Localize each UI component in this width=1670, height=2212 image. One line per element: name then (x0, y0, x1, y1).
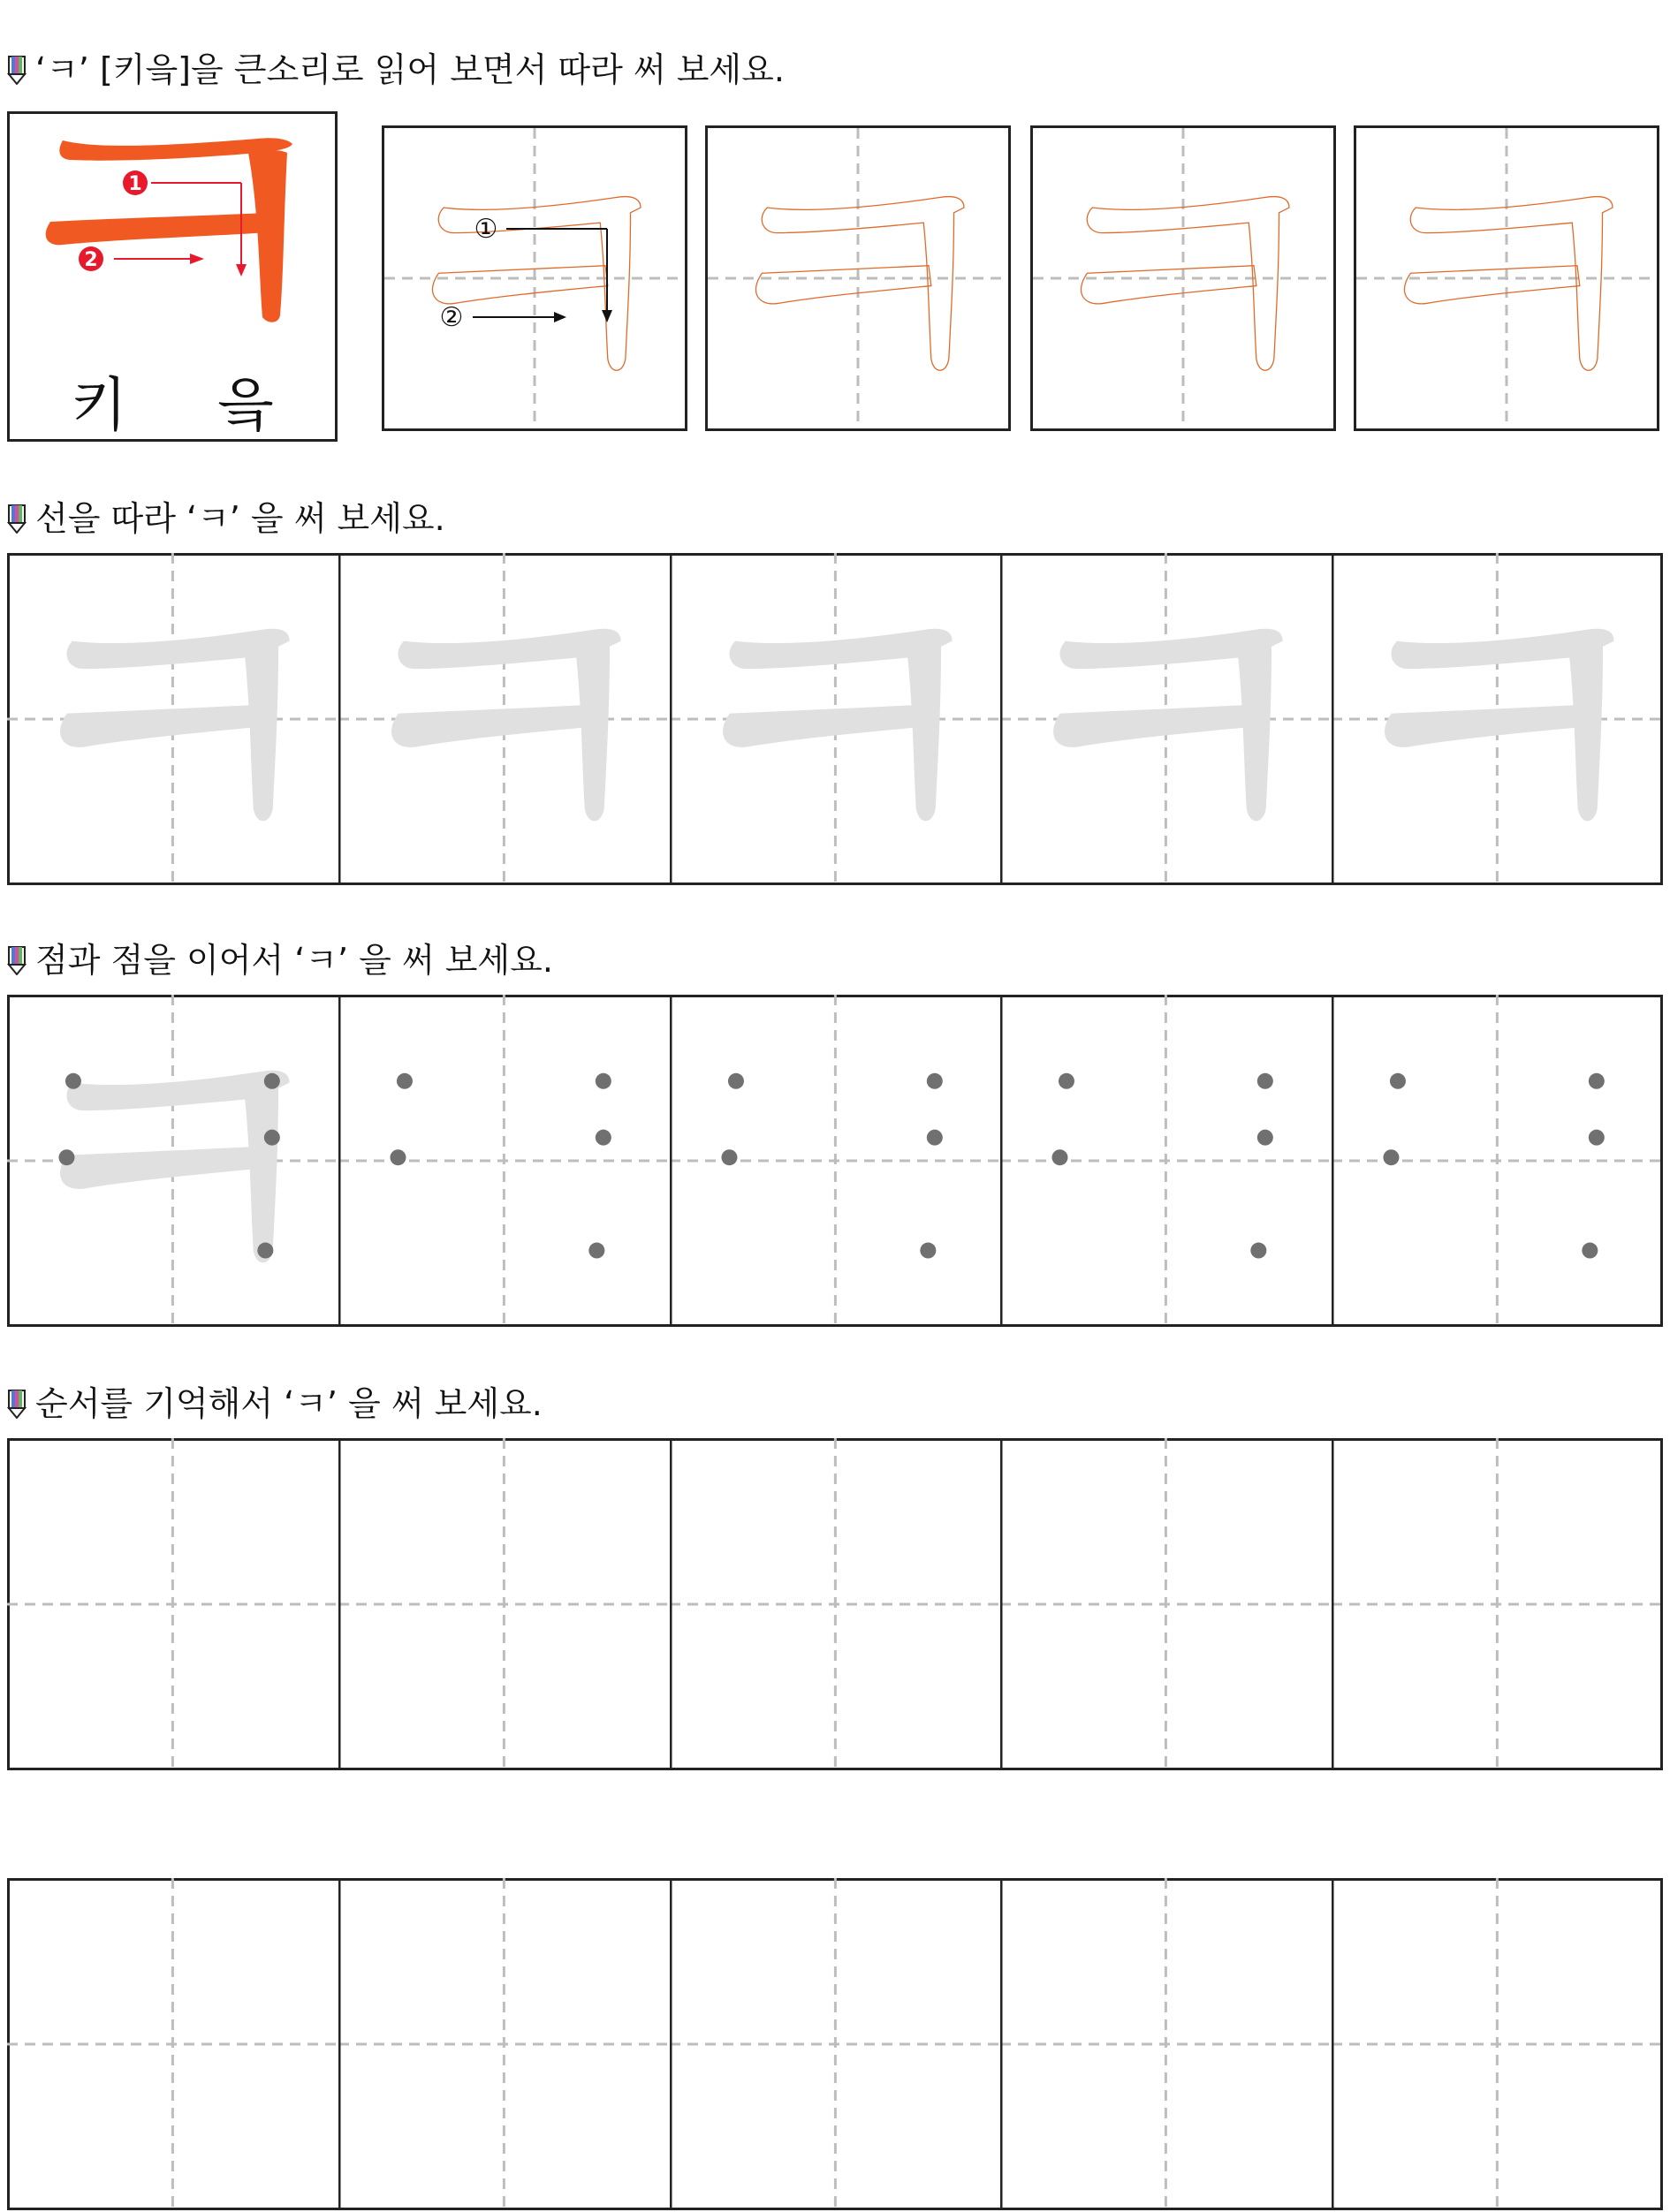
dots-cell-2[interactable] (338, 995, 670, 1327)
pencil-icon (7, 504, 27, 534)
trace-cell-5-grid (1332, 553, 1663, 885)
letter-kieuk-shape (60, 1071, 290, 1262)
connect-dot-5 (1583, 1243, 1598, 1259)
model-stroke-3 (46, 213, 269, 245)
model-card (7, 111, 338, 442)
dots-cell-1[interactable] (7, 995, 338, 1327)
memory-a-cell-2[interactable] (338, 1438, 670, 1770)
section-dots-instruction: 점과 점을 이어서 ‘ㅋ’ 을 써 보세요. (35, 941, 553, 980)
pencil-icon (7, 945, 27, 975)
trace-cell-1-grid (7, 553, 338, 885)
dots-cell-4-grid (1000, 995, 1332, 1327)
section-dots-heading (7, 941, 553, 980)
letter-kieuk-shape (432, 197, 640, 371)
connect-dot-5 (1251, 1243, 1267, 1259)
memory-a-cell-4[interactable] (1000, 1438, 1332, 1770)
memory-b-cell-5[interactable] (1332, 1878, 1663, 2210)
trace-cell-1[interactable] (7, 553, 338, 885)
memory-a-cell-4-grid (1000, 1438, 1332, 1770)
trace-cell-3[interactable] (670, 553, 1001, 885)
trace-cell-3-grid (670, 553, 1001, 885)
trace-cell-4-grid (1000, 553, 1332, 885)
section-trace-heading (7, 499, 445, 538)
memory-b-cell-1[interactable] (7, 1878, 338, 2210)
memory-a-cell-1[interactable] (7, 1438, 338, 1770)
outline-box-2[interactable] (705, 125, 1011, 431)
connect-dot-3 (1384, 1149, 1400, 1165)
memory-a-cell-3-grid (670, 1438, 1001, 1770)
letter-name (10, 358, 335, 442)
memory-b-cell-4[interactable] (1000, 1878, 1332, 2210)
section-memory-heading (7, 1384, 543, 1423)
section-read-instruction: ‘ㅋ’ [키읔]을 큰소리로 읽어 보면서 따라 써 보세요. (35, 50, 785, 89)
memory-b-cell-2[interactable] (338, 1878, 670, 2210)
outline-mark-2: ② (439, 302, 464, 333)
memory-b-cell-1-grid (7, 1878, 338, 2210)
memory-b-cell-5-grid (1332, 1878, 1663, 2210)
connect-dot-2 (596, 1073, 611, 1089)
connect-dot-2 (1257, 1073, 1273, 1089)
outline-box-1[interactable] (382, 125, 687, 431)
outline-box-4[interactable] (1354, 125, 1659, 431)
svg-text:2: 2 (84, 249, 98, 271)
letter-kieuk-shape (1053, 629, 1283, 821)
letter-kieuk-shape (391, 629, 621, 821)
letter-kieuk-shape (1385, 629, 1614, 821)
letter-kieuk-shape (1081, 197, 1288, 371)
connect-dot-5 (920, 1243, 936, 1259)
memory-b-cell-4-grid (1000, 1878, 1332, 2210)
connect-dot-2 (926, 1073, 942, 1089)
connect-dot-4 (1589, 1130, 1605, 1146)
dots-cell-5[interactable] (1332, 995, 1663, 1327)
connect-dot-3 (390, 1149, 406, 1165)
svg-text:1: 1 (128, 173, 142, 195)
dots-cell-5-grid (1332, 995, 1663, 1327)
letter-name-part1: 키 (71, 371, 128, 439)
model-stroke-2 (248, 150, 287, 322)
connect-dot-4 (596, 1130, 611, 1146)
outline-mark-1: ① (474, 214, 498, 245)
connect-dot-2 (1589, 1073, 1605, 1089)
connect-dot-3 (58, 1149, 74, 1165)
memory-a-cell-3[interactable] (670, 1438, 1001, 1770)
letter-kieuk-shape (60, 629, 290, 821)
connect-dot-1 (1059, 1073, 1074, 1089)
memory-b-cell-3[interactable] (670, 1878, 1001, 2210)
connect-dot-4 (926, 1130, 942, 1146)
dots-cell-1-grid (7, 995, 338, 1327)
letter-kieuk-shape (1404, 197, 1612, 371)
trace-cell-5[interactable] (1332, 553, 1663, 885)
connect-dot-5 (257, 1243, 273, 1259)
memory-b-cell-2-grid (338, 1878, 670, 2210)
memory-a-cell-2-grid (338, 1438, 670, 1770)
letter-name-part2: 읔 (216, 371, 274, 439)
outline-box-3[interactable] (1030, 125, 1336, 431)
connect-dot-4 (1257, 1130, 1273, 1146)
connect-dot-4 (264, 1130, 280, 1146)
connect-dot-1 (1390, 1073, 1406, 1089)
dots-cell-4[interactable] (1000, 995, 1332, 1327)
trace-cell-4[interactable] (1000, 553, 1332, 885)
section-read-heading (7, 50, 785, 89)
letter-kieuk-shape (723, 629, 953, 821)
letter-kieuk-shape (755, 197, 963, 371)
dots-cell-2-grid (338, 995, 670, 1327)
dots-cell-3-grid (670, 995, 1001, 1327)
pencil-icon (7, 1389, 27, 1419)
memory-b-cell-3-grid (670, 1878, 1001, 2210)
dots-cell-3[interactable] (670, 995, 1001, 1327)
connect-dot-1 (65, 1073, 81, 1089)
connect-dot-5 (588, 1243, 604, 1259)
memory-a-cell-1-grid (7, 1438, 338, 1770)
connect-dot-3 (1052, 1149, 1068, 1165)
connect-dot-1 (397, 1073, 413, 1089)
connect-dot-1 (728, 1073, 744, 1089)
trace-cell-2-grid (338, 553, 670, 885)
connect-dot-2 (264, 1073, 280, 1089)
trace-cell-2[interactable] (338, 553, 670, 885)
memory-a-cell-5-grid (1332, 1438, 1663, 1770)
section-memory-instruction: 순서를 기억해서 ‘ㅋ’ 을 써 보세요. (35, 1384, 543, 1423)
section-trace-instruction: 선을 따라 ‘ㅋ’ 을 써 보세요. (35, 499, 445, 538)
memory-a-cell-5[interactable] (1332, 1438, 1663, 1770)
pencil-icon (7, 55, 27, 85)
connect-dot-3 (721, 1149, 737, 1165)
